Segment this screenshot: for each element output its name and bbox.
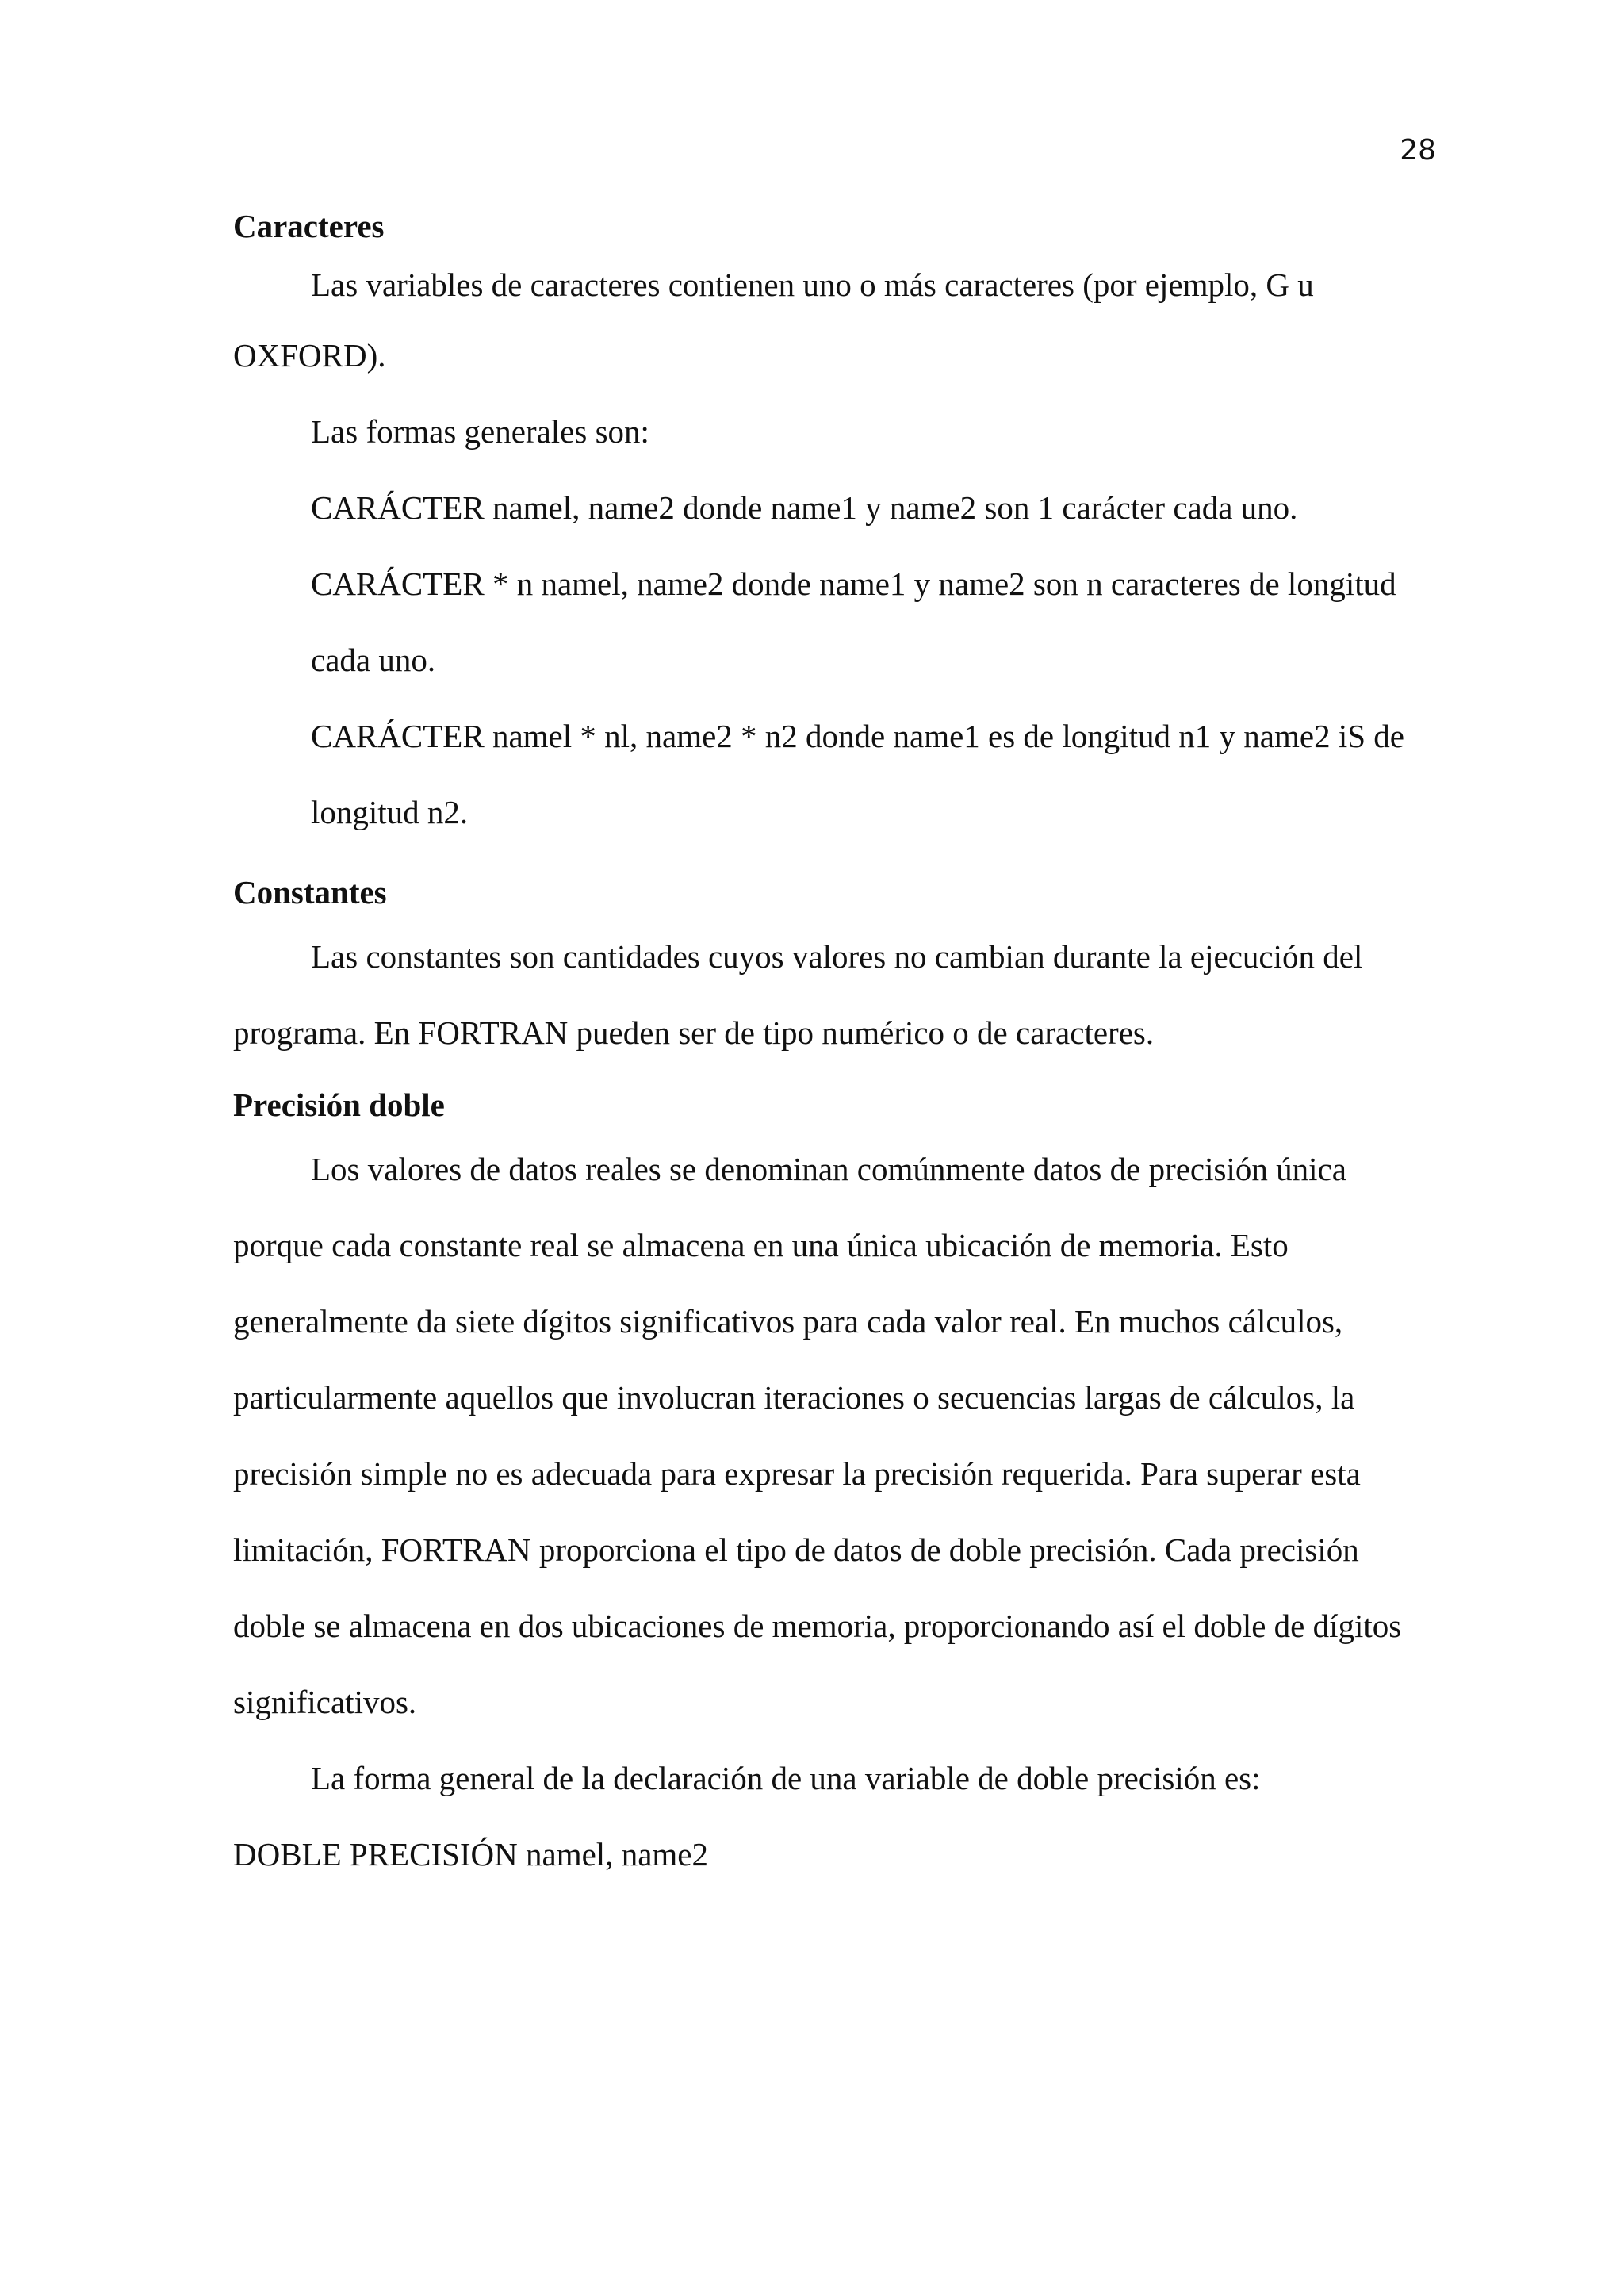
paragraph-line: generalmente da siete dígitos significativos para cada valor real. En muchos cálculos, (233, 1303, 1343, 1340)
section-constantes (233, 866, 1423, 1071)
paragraph-line: CARÁCTER namel, name2 donde name1 y name2 son 1 carácter cada uno. (311, 489, 1298, 526)
document-body (233, 200, 1423, 1892)
paragraph-line: particularmente aquellos que involucran iteraciones o secuencias largas de cálculos, la (233, 1379, 1355, 1416)
section-heading: Constantes (233, 874, 387, 910)
paragraph-line: precisión simple no es adecuada para expresar la precisión requerida. Para superar esta (233, 1455, 1361, 1492)
section-heading: Caracteres (233, 208, 385, 244)
paragraph-line: porque cada constante real se almacena en una única ubicación de memoria. Esto (233, 1227, 1289, 1263)
paragraph-line: CARÁCTER namel * nl, name2 * n2 donde name1 es de longitud n1 y name2 iS de (311, 718, 1404, 754)
paragraph-line: longitud n2. (311, 794, 469, 830)
paragraph-line: Las formas generales son: (311, 413, 649, 450)
section-caracteres (233, 200, 1423, 850)
paragraph-line: significativos. (233, 1684, 417, 1720)
paragraph-line: limitación, FORTRAN proporciona el tipo de datos de doble precisión. Cada precisión (233, 1531, 1359, 1568)
paragraph-line: cada uno. (311, 642, 436, 678)
paragraph-line: programa. En FORTRAN pueden ser de tipo numérico o de caracteres. (233, 1014, 1155, 1051)
section-precision-doble (233, 1079, 1423, 1892)
paragraph-line: Las constantes son cantidades cuyos valores no cambian durante la ejecución del (311, 938, 1363, 975)
paragraph-line: Las variables de caracteres contienen uno o más caracteres (por ejemplo, G u (311, 266, 1314, 303)
paragraph-line: CARÁCTER * n namel, name2 donde name1 y name2 son n caracteres de longitud (311, 565, 1396, 602)
page-number: 28 (1400, 134, 1436, 167)
code-declaration-line: DOBLE PRECISIÓN namel, name2 (233, 1836, 708, 1872)
section-heading: Precisión doble (233, 1087, 445, 1123)
paragraph-line: OXFORD). (233, 337, 386, 374)
paragraph-line: La forma general de la declaración de una variable de doble precisión es: (311, 1760, 1261, 1796)
paragraph-line: doble se almacena en dos ubicaciones de memoria, proporcionando así el doble de dígitos (233, 1608, 1402, 1644)
paragraph-line: Los valores de datos reales se denominan comúnmente datos de precisión única (311, 1151, 1346, 1187)
